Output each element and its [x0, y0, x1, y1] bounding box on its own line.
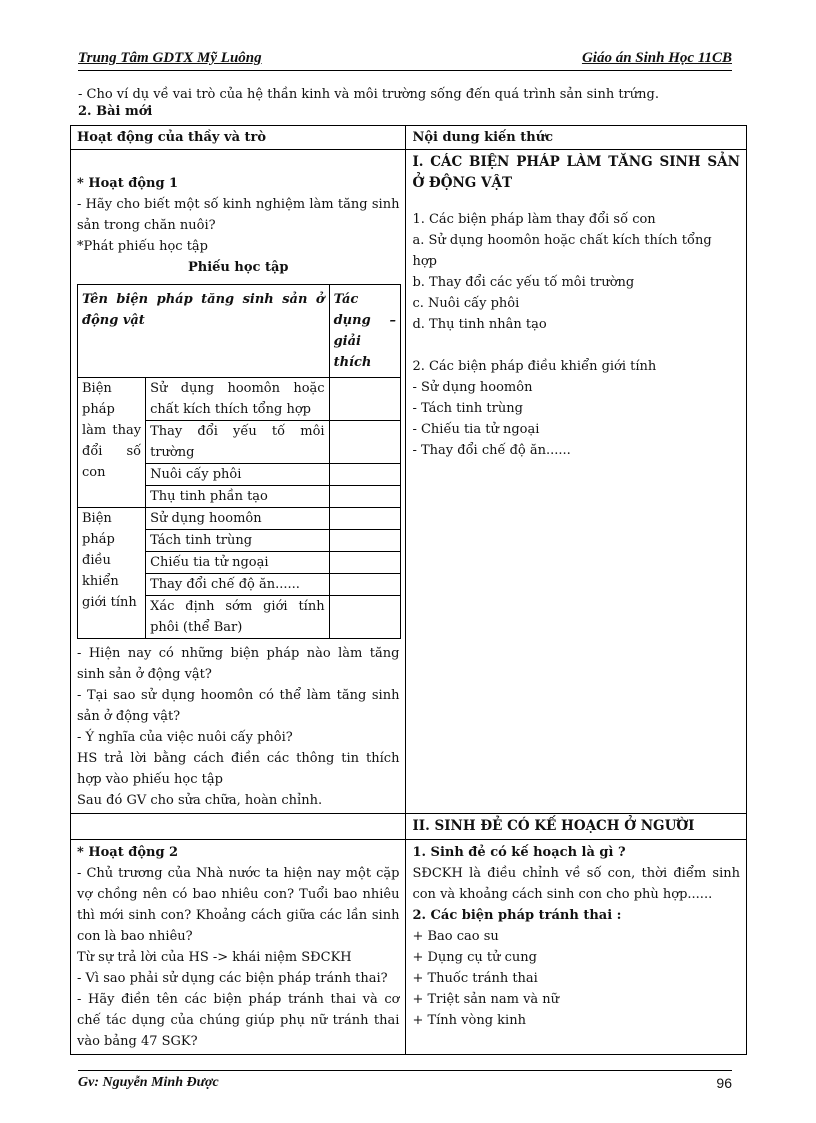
- worksheet-title: Phiếu học tập: [187, 260, 289, 275]
- content-line: d. Thụ tinh nhân tạo: [412, 317, 547, 332]
- right-cell-content1: [406, 150, 747, 814]
- definition-text: SĐCKH là điều chỉnh về số con, thời điểm sinh con và khoảng cách sinh con cho phù hợp......: [412, 866, 740, 902]
- worksheet-row: [78, 508, 401, 530]
- footer-teacher: Gv: Nguyễn Minh Được: [78, 1075, 219, 1090]
- worksheet-blank: [329, 596, 400, 639]
- activity2-q2: - Vì sao phải sử dụng các biện pháp tránh thai?: [77, 971, 388, 986]
- worksheet-h1: Tên biện pháp tăng sinh sản ở động vật: [78, 285, 330, 378]
- table-row: [71, 840, 747, 1055]
- worksheet-table: [77, 284, 401, 639]
- worksheet-item: Sử dụng hoomôn: [146, 508, 329, 530]
- subsection-title: 2. Các biện pháp tránh thai :: [412, 908, 622, 923]
- content-line: - Chiếu tia tử ngoại: [412, 422, 540, 437]
- table-row: [71, 814, 747, 840]
- left-cell-activity2: [71, 840, 406, 1055]
- table-row: [71, 150, 747, 814]
- worksheet-item: Thụ tinh phần tạo: [146, 486, 329, 508]
- content-line: - Tách tinh trùng: [412, 401, 523, 416]
- activity1-p1: HS trả lời bằng cách điền các thông tin thích hợp vào phiếu học tập: [77, 751, 400, 787]
- worksheet-item: Chiếu tia tử ngoại: [146, 552, 329, 574]
- activity2-p1: Từ sự trả lời của HS -> khái niệm SĐCKH: [77, 950, 352, 965]
- activity1-p2: Sau đó GV cho sửa chữa, hoàn chỉnh.: [77, 793, 323, 808]
- left-cell-empty: [71, 814, 406, 840]
- lesson-table: [70, 125, 747, 1055]
- intro: [78, 86, 659, 120]
- worksheet-row: [78, 378, 401, 421]
- header-school: Trung Tâm GDTX Mỹ Luông: [78, 50, 262, 66]
- worksheet-item: Nuôi cấy phôi: [146, 464, 329, 486]
- col1-header: Hoạt động của thầy và trò: [71, 126, 406, 150]
- section1-title: I. CÁC BIỆN PHÁP LÀM TĂNG SINH SẢN Ở ĐỘNG VẬT: [412, 154, 740, 191]
- activity2-q1: - Chủ trương của Nhà nước ta hiện nay một cặp vợ chồng nên có bao nhiêu con? Tuổi bao nhiêu thì mới sinh con? Khoảng cách giữa các lần sinh con là bao nhiêu?: [77, 866, 400, 944]
- content-line: b. Thay đổi các yếu tố môi trường: [412, 275, 635, 290]
- worksheet-group1: Biện pháp làm thay đổi số con: [78, 378, 146, 508]
- worksheet-blank: [329, 464, 400, 486]
- subsection-title: 1. Sinh đẻ có kế hoạch là gì ?: [412, 845, 626, 860]
- page-footer: [78, 1070, 732, 1093]
- col2-header: Nội dung kiến thức: [406, 126, 747, 150]
- worksheet-blank: [329, 421, 400, 464]
- section2-title: II. SINH ĐẺ CÓ KẾ HOẠCH Ở NGƯỜI: [406, 814, 747, 840]
- content-line: - Sử dụng hoomôn: [412, 380, 533, 395]
- worksheet-blank: [329, 530, 400, 552]
- activity1-q3: - Tại sao sử dụng hoomôn có thể làm tăng sinh sản ở động vật?: [77, 688, 400, 724]
- activity1-q4: - Ý nghĩa của việc nuôi cấy phôi?: [77, 730, 293, 745]
- content-line: a. Sử dụng hoomôn hoặc chất kích thích tổng hợp: [412, 233, 712, 269]
- activity1-title: * Hoạt động 1: [77, 176, 179, 191]
- worksheet-h2: Tác dụng – giải thích: [329, 285, 400, 378]
- header-subject: Giáo án Sinh Học 11CB: [581, 50, 732, 66]
- list-item: + Thuốc tránh thai: [412, 971, 538, 986]
- list-item: + Tính vòng kinh: [412, 1013, 526, 1028]
- worksheet-item: Thay đổi yếu tố môi trường: [146, 421, 329, 464]
- table-header-row: [71, 126, 747, 150]
- right-cell-content3: [406, 840, 747, 1055]
- activity2-title: * Hoạt động 2: [77, 845, 179, 860]
- section-heading: 2. Bài mới: [78, 104, 153, 119]
- intro-line: - Cho ví dụ về vai trò của hệ thần kinh và môi trường sống đến quá trình sản sinh trứng.: [78, 87, 659, 102]
- worksheet-header-row: [78, 285, 401, 378]
- worksheet-blank: [329, 378, 400, 421]
- worksheet-blank: [329, 552, 400, 574]
- worksheet-blank: [329, 508, 400, 530]
- list-item: + Triệt sản nam và nữ: [412, 992, 560, 1007]
- content-line: c. Nuôi cấy phôi: [412, 296, 520, 311]
- worksheet-blank: [329, 486, 400, 508]
- left-cell-activity1: [71, 150, 406, 814]
- content-line: 2. Các biện pháp điều khiển giới tính: [412, 359, 657, 374]
- content-line: 1. Các biện pháp làm thay đổi số con: [412, 212, 656, 227]
- activity1-q2: - Hiện nay có những biện pháp nào làm tăng sinh sản ở động vật?: [77, 646, 400, 682]
- worksheet-blank: [329, 574, 400, 596]
- handout-note: *Phát phiếu học tập: [77, 239, 208, 254]
- list-item: + Bao cao su: [412, 929, 499, 944]
- activity2-q3: - Hãy điền tên các biện pháp tránh thai và cơ chế tác dụng của chúng giúp phụ nữ tránh thai vào bảng 47 SGK?: [77, 992, 400, 1049]
- page-number: 96: [716, 1075, 732, 1091]
- content-line: - Thay đổi chế độ ăn......: [412, 443, 571, 458]
- activity1-q1: - Hãy cho biết một số kinh nghiệm làm tăng sinh sản trong chăn nuôi?: [77, 197, 400, 233]
- worksheet-item: Xác định sớm giới tính phôi (thể Bar): [146, 596, 329, 639]
- worksheet-item: Sử dụng hoomôn hoặc chất kích thích tổng hợp: [146, 378, 329, 421]
- worksheet-group2: Biện pháp điều khiển giới tính: [78, 508, 146, 639]
- worksheet-item: Tách tinh trùng: [146, 530, 329, 552]
- list-item: + Dụng cụ tử cung: [412, 950, 537, 965]
- worksheet-item: Thay đổi chế độ ăn......: [146, 574, 329, 596]
- page-header: [78, 48, 732, 71]
